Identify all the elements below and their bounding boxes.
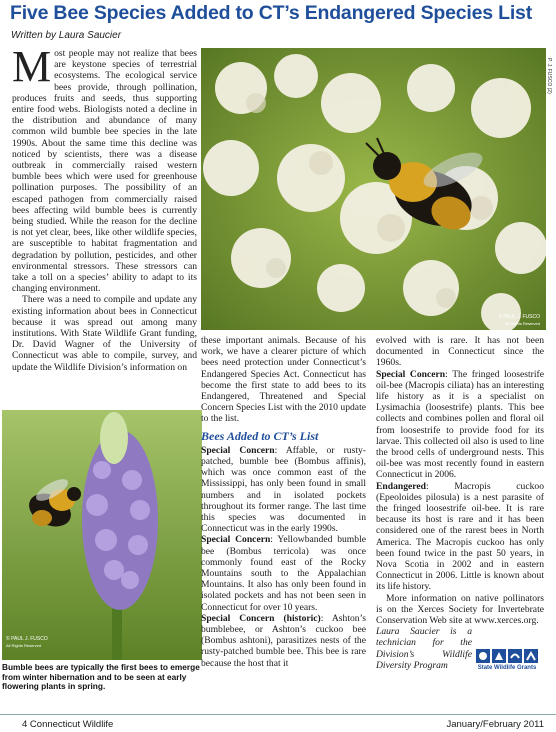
byline: Written by Laura Saucier (11, 30, 122, 41)
bee-and-purple-flower-image (2, 410, 202, 660)
intro-paragraph: ost people may not realize that bees are keystone species of terrestrial ecosystems. The ecological service bees provide, through pollination, produces fruits and seeds, thus supporting entire food webs. Biologists noted a decline in the distribution and abundance of many common wild bumble bee species in the late 1990s. About the same time this decline was noticed by scientists, there was a disease outbreak in commercially raised western bumble bees which were used for greenhouse pollination purposes. The possibility of an escaped pathogen from commercially raised bees affecting wild bumble bees is currently being studied. While the reason for the decline is not yet clear, bees, like other wildlife species, are susceptible to habitat fragmentation and degradation by pollution, pesticides, and other environmental stressors. These stressors can take a toll on a species’ ability to adapt to its changing environment. (12, 48, 197, 295)
photo-caption: Bumble bees are typically the first bees to emerge from winter hibernation and to be seen at early flowering plants in spring. (2, 662, 200, 692)
column-2 (201, 335, 366, 669)
bumble-bee-on-flowers-image (201, 48, 546, 330)
paragraph-3: these important animals. Because of his work, we have a clearer picture of which bees need protection under Connecticut’s Endangered Species Act. Connecticut has become the first state to add bees to its Endangered, Threatened and Special Concern Species List with the 2010 update to the list. (201, 335, 366, 425)
species-entry (376, 481, 544, 593)
species-text: : The fringed loosestrife oil-bee (Macropis ciliata) has an interesting life history as it is a specialist on Lysimachia (loosestrife) plants. This bee collects and combines pollen and floral oil from loosestrife to provide food for its larvae. This collected oil also is used to line the brood cells of underground nests. This oil-bee was most recently found in eastern Connecticut in 2006. (376, 368, 544, 481)
status-label: Endangered (376, 480, 426, 492)
species-text: : Ashton’s bumblebee, or Ashton’s cuckoo bee (Bombus ashtoni), parasitizes nests of the rusty-patched bumble bee. This bee is rare because the host that it (201, 612, 366, 669)
paragraph-4: evolved with is rare. It has not been documented in Connecticut since the 1960s. (376, 335, 544, 369)
article-title: Five Bee Species Added to CT’s Endangered Species List (10, 2, 532, 24)
page-number-title: 4 Connecticut Wildlife (22, 719, 114, 730)
issue-date: January/February 2011 (446, 719, 544, 730)
column-1 (12, 42, 197, 373)
species-entry (201, 445, 366, 535)
paragraph-2: There was a need to compile and update any existing information about bees in Connecticut because it was spread out among many institutions. With State Wildlife Grant funding, Dr. David Wagner of the University of Connecticut was able to compile, survey, and update the Wildlife Division’s information on (12, 294, 197, 373)
column-3 (376, 335, 544, 671)
species-entry (376, 369, 544, 481)
wildlife-grants-icon (474, 648, 540, 676)
logo-text: State Wildlife Grants (477, 665, 537, 671)
state-wildlife-grants-logo (474, 648, 540, 676)
drop-cap: M (12, 42, 52, 91)
bumble-bee-photo (201, 48, 546, 330)
species-entry (201, 534, 366, 612)
species-text: : Affable, or rusty-patched, bumble bee (Bombus affinis), which was once common east of the Mississippi, has only been found in small numbers and in isolated pockets throughout its former range. The last time this species was documented in Connecticut was in the early 1990s. (201, 444, 366, 535)
species-text: : Yellowbanded bumble bee (Bombus terricola) was once commonly found east of the Rocky Mountains south to the Appalachian Mountains. It also has only been found in isolated pockets and has not been seen in Connecticut for over 10 years. (201, 534, 366, 613)
status-label: Special Concern (201, 534, 271, 546)
status-label: Special Concern (201, 444, 275, 456)
species-entry (201, 613, 366, 669)
photo-credit: © PAUL J. FUSCO (498, 314, 540, 320)
photo-rights: All Rights Reserved (504, 321, 540, 326)
pickerelweed-photo (2, 410, 202, 660)
section-heading: Bees Added to CT’s List (201, 428, 319, 443)
author-note: Laura Saucier is a technician for the Division’s Wildlife Diversity Program (376, 626, 472, 671)
photo2-rights: All Rights Reserved (6, 643, 42, 648)
side-photo-credit: P. J. FUSCO (2) (546, 58, 552, 94)
status-label: Special Concern (historic) (201, 612, 321, 624)
status-label: Special Concern (376, 368, 446, 380)
page-footer (0, 714, 556, 732)
photo2-credit: © PAUL J. FUSCO (6, 636, 48, 642)
more-info-paragraph: More information on native pollinators is on the Xerces Society for Invertebrate Conservation Web site at www.xerces.org. (376, 592, 544, 627)
species-text: : Macropis cuckoo (Epeoloides pilosula) is a nest parasite of the fringed loosestrife oil-bee. It is rare because its host is rare and it has been considered one of the rarest bees in North America. The Macropis cuckoo has only been found twice in the past 50 years, in Nova Scotia in 2002 and in eastern Connecticut in 2006. Little is known about its life history. (376, 480, 544, 593)
